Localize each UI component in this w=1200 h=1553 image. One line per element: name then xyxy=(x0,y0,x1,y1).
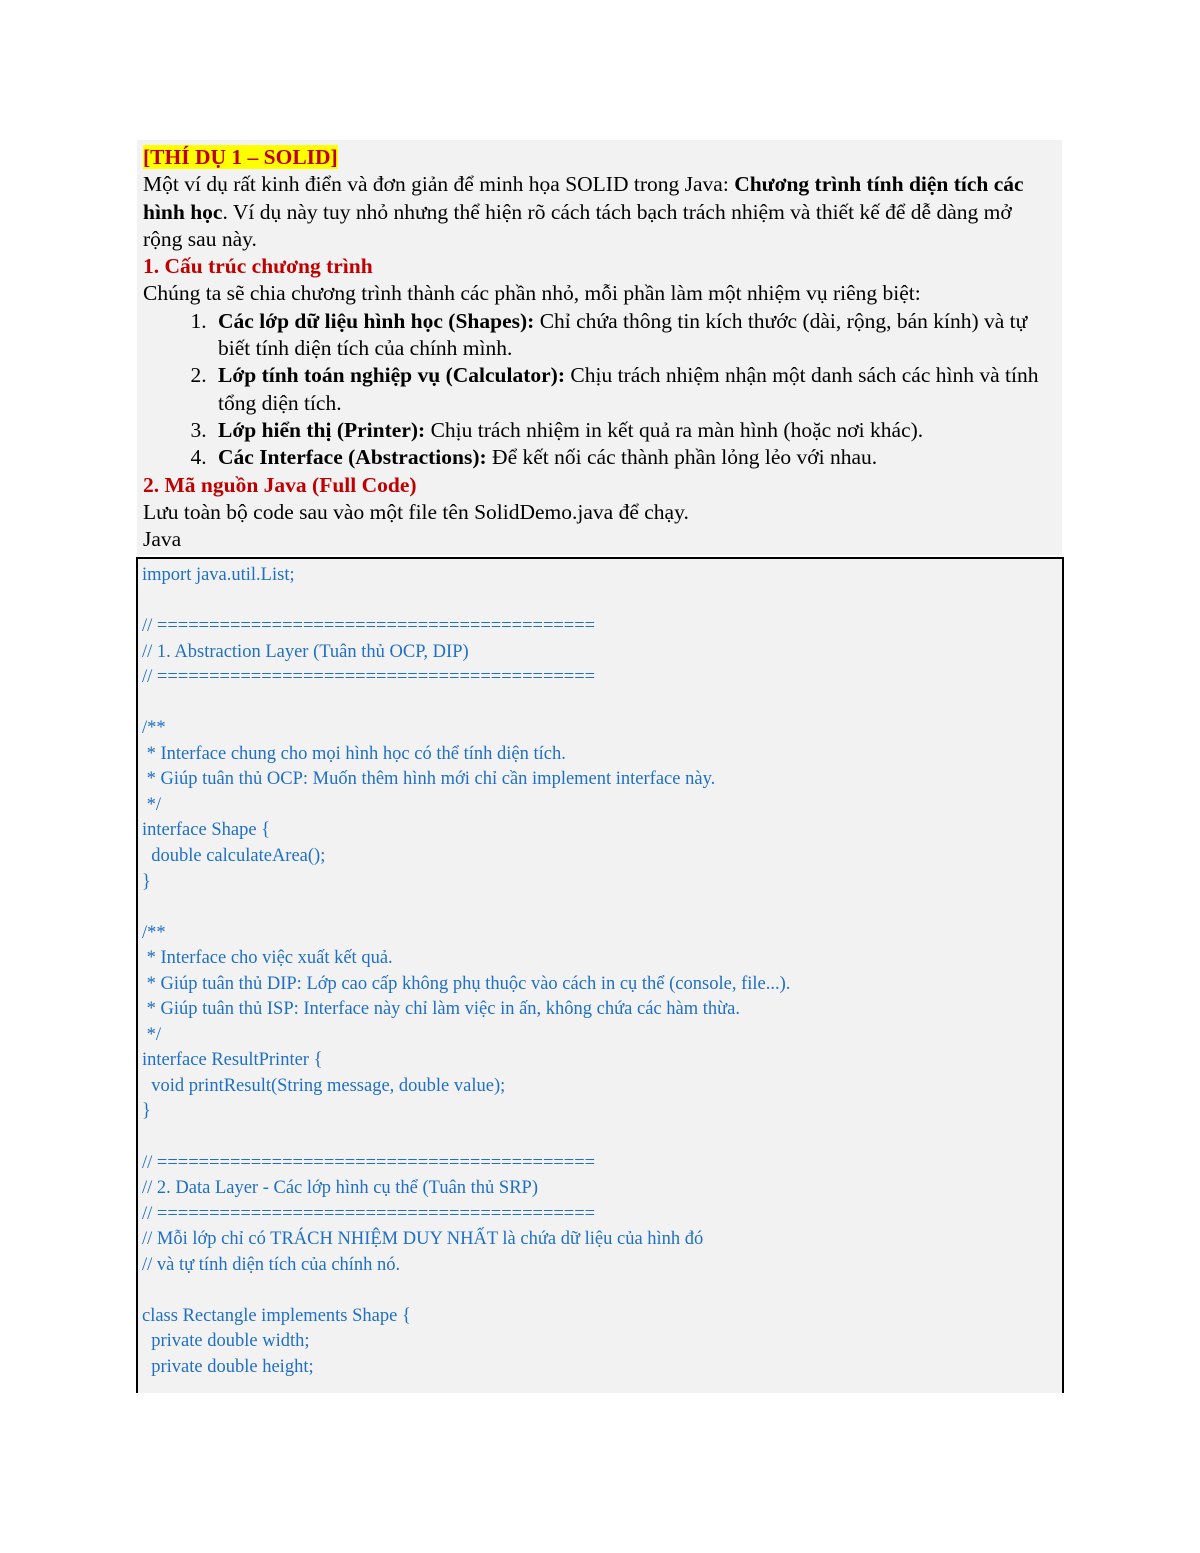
code-line: // ========================================== xyxy=(142,667,596,688)
section-1-heading: 1. Cấu trúc chương trình xyxy=(143,254,373,279)
code-line: */ xyxy=(142,794,162,815)
code-line: // 2. Data Layer - Các lớp hình cụ thể (Tuân thủ SRP) xyxy=(142,1178,538,1199)
code-line: // ========================================== xyxy=(142,1203,596,1224)
code-line xyxy=(142,1125,1056,1151)
intro-paragraph xyxy=(143,171,1056,253)
code-line xyxy=(142,589,1056,615)
code-line: /** xyxy=(142,718,166,739)
code-line: * Interface cho việc xuất kết quả. xyxy=(142,948,393,969)
list-item-text: Để kết nối các thành phần lỏng lẻo với nhau. xyxy=(486,445,878,470)
list-item-title: Lớp hiển thị (Printer): xyxy=(218,417,426,442)
list-item-text: Chịu trách nhiệm in kết quả ra màn hình (hoặc nơi khác). xyxy=(425,417,924,442)
code-line xyxy=(142,895,1056,921)
list-item-text: Chỉ chứa thông tin kích thước (dài, rộng, bán kính) và tự biết tính diện tích của chính mình. xyxy=(218,308,1028,361)
section-2-intro: Lưu toàn bộ code sau vào một file tên SolidDemo.java để chạy. xyxy=(143,499,689,524)
list-item-title: Các Interface (Abstractions): xyxy=(218,445,487,470)
code-line: // và tự tính diện tích của chính nó. xyxy=(142,1254,401,1275)
list-item xyxy=(212,417,1056,444)
code-line xyxy=(142,1278,1056,1304)
example-heading xyxy=(143,144,1056,171)
list-item xyxy=(212,444,1056,471)
intro-text-bold: Chương trình tính diện tích các hình học xyxy=(143,172,1024,224)
code-line xyxy=(142,691,1056,717)
code-line: // 1. Abstraction Layer (Tuân thủ OCP, DIP) xyxy=(142,641,469,662)
code-line: // ========================================== xyxy=(142,1152,596,1173)
intro-text-a: Một ví dụ rất kinh điển và đơn giản để minh họa SOLID trong Java: xyxy=(143,172,735,197)
code-line: * Giúp tuân thủ OCP: Muốn thêm hình mới chỉ cần implement interface này. xyxy=(142,769,716,790)
code-line: import java.util.List; xyxy=(142,565,295,585)
code-line: class Rectangle implements Shape { xyxy=(142,1305,411,1326)
code-line: interface ResultPrinter { xyxy=(142,1050,323,1071)
intro-text-b: . Ví dụ này tuy nhỏ nhưng thể hiện rõ cách tách bạch trách nhiệm và thiết kế để dễ dàng mở rộng sau này. xyxy=(143,199,1012,251)
code-line: // Mỗi lớp chỉ có TRÁCH NHIỆM DUY NHẤT là chứa dữ liệu của hình đó xyxy=(142,1229,704,1250)
code-language-label: Java xyxy=(143,527,182,552)
example-heading-text: [THÍ DỤ 1 – SOLID] xyxy=(143,145,338,169)
code-line: // ========================================== xyxy=(142,616,596,637)
section-2-heading: 2. Mã nguồn Java (Full Code) xyxy=(143,472,417,497)
code-line: private double width; xyxy=(142,1331,310,1352)
code-line: interface Shape { xyxy=(142,820,271,841)
list-item-title: Lớp tính toán nghiệp vụ (Calculator): xyxy=(218,363,565,388)
section-1-intro: Chúng ta sẽ chia chương trình thành các phần nhỏ, mỗi phần làm một nhiệm vụ riêng biệt: xyxy=(143,281,921,306)
code-block xyxy=(136,557,1064,1393)
code-line: * Giúp tuân thủ ISP: Interface này chỉ làm việc in ấn, không chứa các hàm thừa. xyxy=(142,999,740,1020)
code-line: double calculateArea(); xyxy=(142,846,326,867)
list-item xyxy=(212,362,1056,417)
code-line: * Interface chung cho mọi hình học có thể tính diện tích. xyxy=(142,743,566,764)
code-line xyxy=(142,1381,1056,1394)
code-line: /** xyxy=(142,922,166,943)
list-item-title: Các lớp dữ liệu hình học (Shapes): xyxy=(218,308,535,333)
list-item-text: Chịu trách nhiệm nhận một danh sách các hình và tính tổng diện tích. xyxy=(218,363,1039,415)
code-line: */ xyxy=(142,1024,162,1045)
code-line: * Giúp tuân thủ DIP: Lớp cao cấp không phụ thuộc vào cách in cụ thể (console, file...). xyxy=(142,973,791,994)
intro-section xyxy=(137,140,1062,555)
code-line: } xyxy=(142,1101,151,1122)
code-line: private double height; xyxy=(142,1356,314,1377)
structure-list xyxy=(143,308,1056,472)
code-line: void printResult(String message, double value); xyxy=(142,1075,506,1096)
list-item xyxy=(212,308,1056,363)
code-line: } xyxy=(142,871,151,892)
